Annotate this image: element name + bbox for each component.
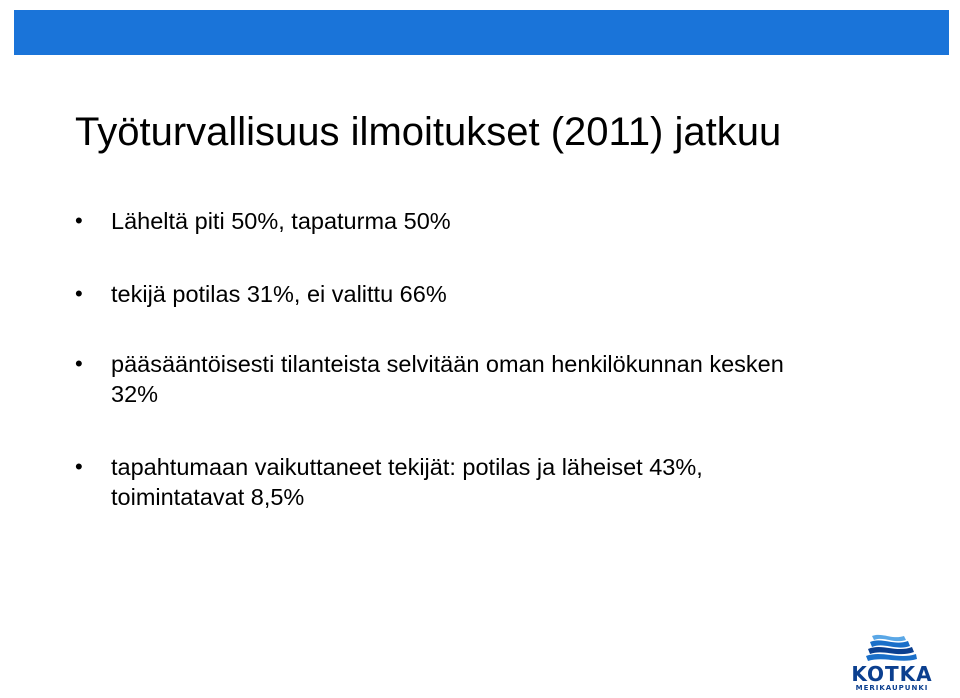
bullet-text: tekijä potilas 31%, ei valittu 66% — [111, 281, 447, 307]
slide-title: Työturvallisuus ilmoitukset (2011) jatkuu — [75, 110, 782, 154]
bullet-item — [75, 279, 835, 309]
header-bar — [14, 10, 949, 55]
bullet-item — [75, 452, 835, 512]
logo-subtitle: MERIKAUPUNKI — [855, 684, 929, 692]
bullet-marker: • — [75, 454, 83, 479]
bullet-item — [75, 206, 835, 236]
kotka-logo — [846, 632, 938, 694]
wave-flag-icon — [846, 632, 938, 664]
bullet-item — [75, 349, 835, 409]
logo-name: KOTKA — [851, 662, 933, 686]
bullet-text: tapahtumaan vaikuttaneet tekijät: potilas ja läheiset 43%, toimintatavat 8,5% — [111, 454, 703, 510]
bullet-text: Läheltä piti 50%, tapaturma 50% — [111, 208, 451, 234]
bullet-marker: • — [75, 208, 83, 233]
bullet-text: pääsääntöisesti tilanteista selvitään oman henkilökunnan kesken 32% — [111, 351, 784, 407]
bullet-marker: • — [75, 351, 83, 376]
bullet-marker: • — [75, 281, 83, 306]
